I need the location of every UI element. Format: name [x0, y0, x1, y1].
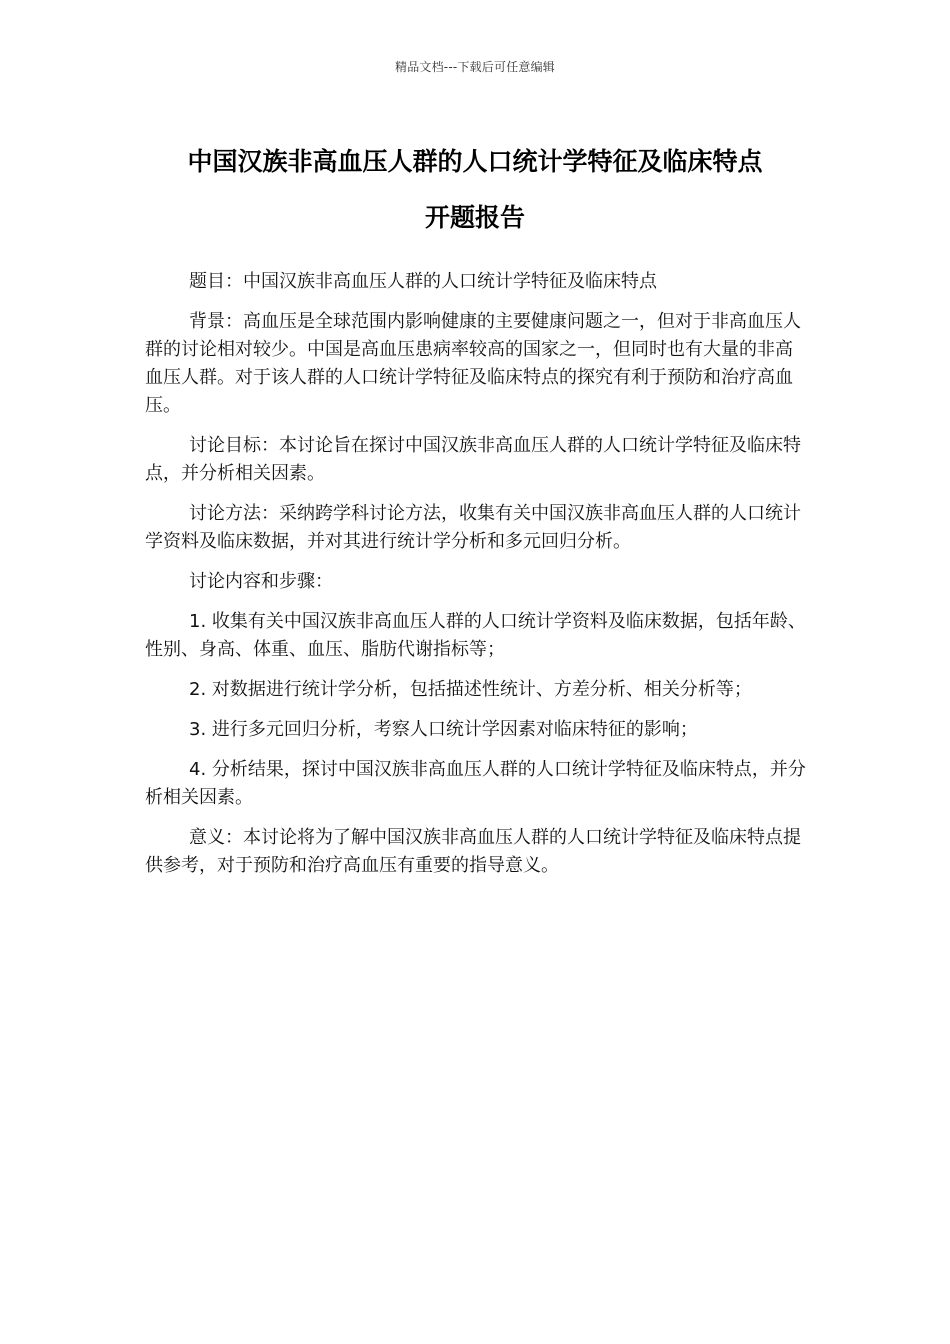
document-body — [145, 268, 810, 892]
title-line-1: 中国汉族非高血压人群的人口统计学特征及临床特点 — [187, 147, 763, 176]
significance-paragraph: 意义：本讨论将为了解中国汉族非高血压人群的人口统计学特征及临床特点提供参考，对于预防和治疗高血压有重要的指导意义。 — [145, 827, 801, 876]
document-title — [120, 134, 830, 246]
title-line-2: 开题报告 — [424, 203, 525, 232]
step-4-paragraph: 4. 分析结果，探讨中国汉族非高血压人群的人口统计学特征及临床特点，并分析相关因素。 — [145, 759, 806, 808]
background-paragraph: 背景：高血压是全球范围内影响健康的主要健康问题之一，但对于非高血压人群的讨论相对较少。中国是高血压患病率较高的国家之一，但同时也有大量的非高血压人群。对于该人群的人口统计学特征及临床特点的探究有利于预防和治疗高血压。 — [145, 311, 801, 416]
topic-paragraph: 题目：中国汉族非高血压人群的人口统计学特征及临床特点 — [189, 271, 657, 292]
method-paragraph: 讨论方法：采纳跨学科讨论方法，收集有关中国汉族非高血压人群的人口统计学资料及临床数据，并对其进行统计学分析和多元回归分析。 — [145, 503, 801, 552]
step-2-paragraph: 2. 对数据进行统计学分析，包括描述性统计、方差分析、相关分析等； — [189, 679, 752, 700]
step-3-paragraph: 3. 进行多元回归分析，考察人口统计学因素对临床特征的影响； — [189, 719, 698, 740]
objective-paragraph: 讨论目标：本讨论旨在探讨中国汉族非高血压人群的人口统计学特征及临床特点，并分析相关因素。 — [145, 435, 801, 484]
page-header: 精品文档---下载后可任意编辑 — [395, 60, 555, 74]
step-1-paragraph: 1. 收集有关中国汉族非高血压人群的人口统计学资料及临床数据，包括年龄、性别、身高、体重、血压、脂肪代谢指标等； — [145, 611, 806, 660]
content-heading-paragraph: 讨论内容和步骤： — [189, 571, 333, 592]
